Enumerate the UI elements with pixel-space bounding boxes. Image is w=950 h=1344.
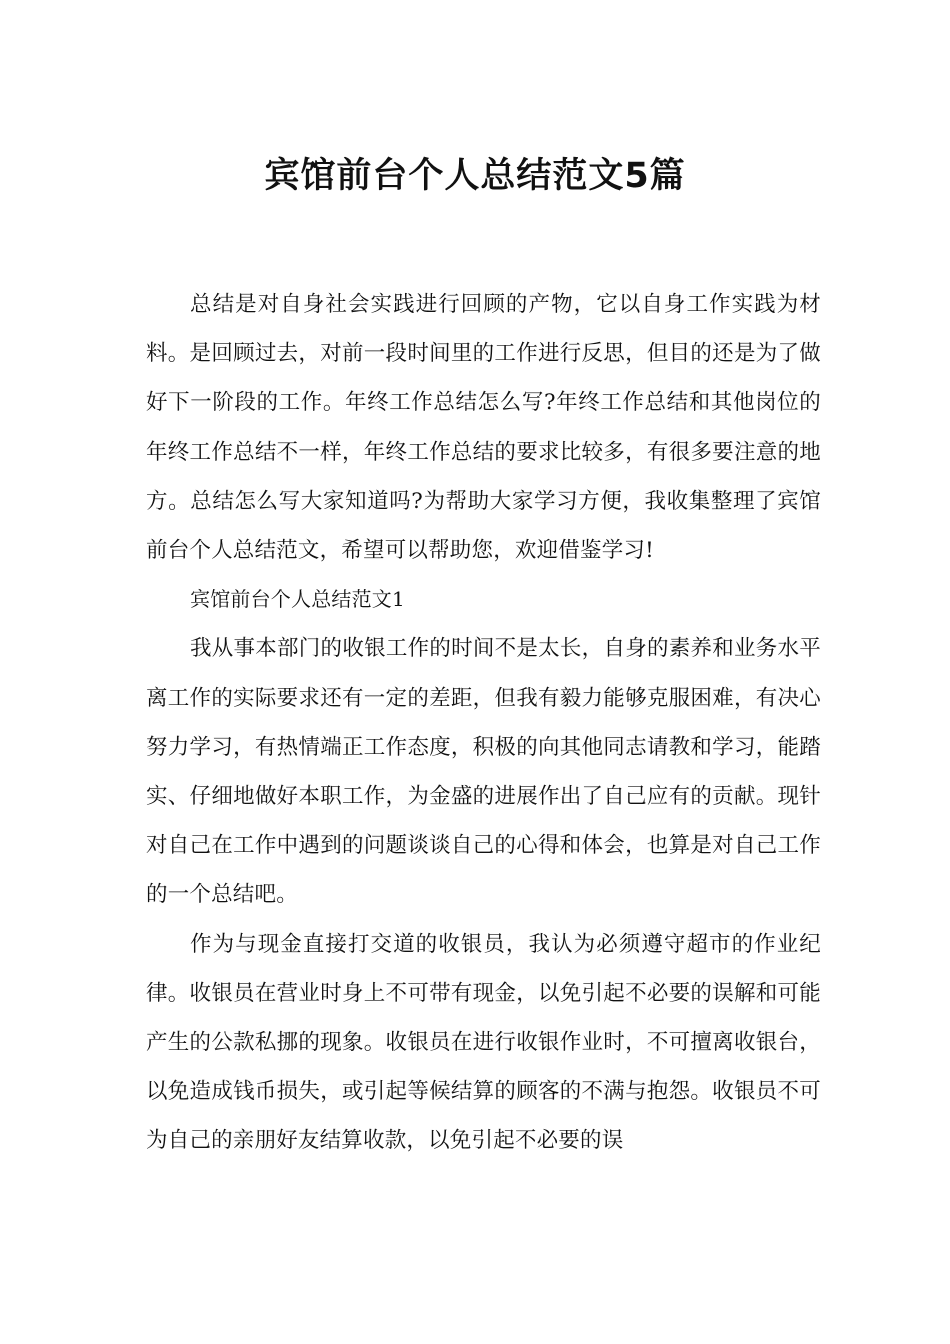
document-body (146, 280, 821, 1166)
document-title: 宾馆前台个人总结范文5篇 (264, 156, 686, 197)
intro-paragraph: 总结是对自身社会实践进行回顾的产物，它以自身工作实践为材料。是回顾过去，对前一段时间里的工作进行反思，但目的还是为了做好下一阶段的工作。年终工作总结怎么写?年终工作总结和其他岗位的年终工作总结不一样，年终工作总结的要求比较多，有很多要注意的地方。总结怎么写大家知道吗?为帮助大家学习方便，我收集整理了宾馆前台个人总结范文，希望可以帮助您，欢迎借鉴学习! (146, 292, 821, 564)
body-paragraph-2: 作为与现金直接打交道的收银员，我认为必须遵守超市的作业纪律。收银员在营业时身上不可带有现金，以免引起不必要的误解和可能产生的公款私挪的现象。收银员在进行收银作业时，不可擅离收银台，以免造成钱币损失，或引起等候结算的顾客的不满与抱怨。收银员不可为自己的亲朋好友结算收款，以免引起不必要的误 (146, 931, 821, 1154)
body-paragraph-1: 我从事本部门的收银工作的时间不是太长，自身的素养和业务水平离工作的实际要求还有一定的差距，但我有毅力能够克服困难，有决心努力学习，有热情端正工作态度，积极的向其他同志请教和学习，能踏实、仔细地做好本职工作，为金盛的进展作出了自己应有的贡献。现针对自己在工作中遇到的问题谈谈自己的心得和体会，也算是对自己工作的一个总结吧。 (146, 636, 821, 908)
section-heading-1: 宾馆前台个人总结范文1 (190, 587, 405, 612)
